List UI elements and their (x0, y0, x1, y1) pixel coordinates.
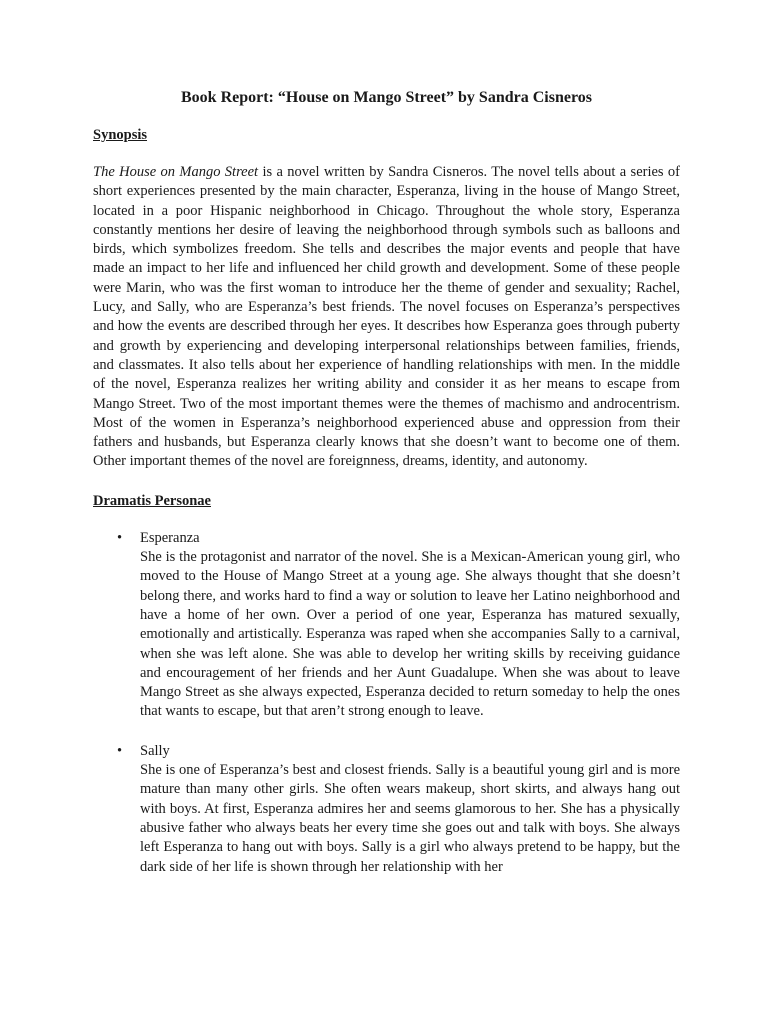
synopsis-text: is a novel written by Sandra Cisneros. The novel tells about a series of short experiences presented by the main character, Esperanza, living in the house of Mango Street, located in a poor Hispanic neighborhood in Chicago. Throughout the whole story, Esperanza constantly mentions her desire of leaving the neighborhood through symbols such as balloons and birds, which symbolizes freedom. She tells and describes the major events and people that have made an impact to her life and influenced her child growth and development. Some of these people were Marin, who was the first woman to introduce her the theme of gender and sexuality; Rachel, Lucy, and Sally, who are Esperanza’s best friends. The novel focuses on Esperanza’s perspectives and how the events are described through her eyes. It describes how Esperanza goes through puberty and growth by experiencing and developing interpersonal relationships between families, friends, and classmates. It also tells about her experience of handling relationships with men. In the middle of the novel, Esperanza realizes her writing ability and consider it as her means to escape from Mango Street. Two of the most important themes were the themes of machismo and androcentrism. Most of the women in Esperanza’s neighborhood experienced abuse and oppression from their fathers and husbands, but Esperanza clearly knows that she doesn’t want to become one of them. Other important themes of the novel are foreignness, dreams, identity, and autonomy. (93, 164, 680, 470)
character-description: She is one of Esperanza’s best and closest friends. Sally is a beautiful young girl and is more mature than many other girls. She often wears makeup, short skirts, and always hang out with boys. At first, Esperanza admires her and seems glamorous to her. She has a physically abusive father who always beats her every time she goes out and talk with boys. She always left Esperanza to hang out with boys. Sally is a girl who always pretend to be happy, but the dark side of her life is shown through her relationship with her (140, 762, 680, 875)
character-list (93, 529, 680, 877)
character-description: She is the protagonist and narrator of the novel. She is a Mexican-American young girl, who moved to the House of Mango Street at a young age. She always thought that she doesn’t belong there, and works hard to find a way or solution to leave her Latino neighborhood and have a home of her own. Over a period of one year, Esperanza has matured sexually, emotionally and artistically. Esperanza was raped when she accompanies Sally to a carnival, when she was left alone. She was able to develop her writing skills by receiving guidance and encouragement of her friends and her Aunt Guadalupe. When she was about to leave Mango Street as she always expected, Esperanza decided to return someday to help the ones that wants to escape, but that aren’t strong enough to leave. (140, 549, 680, 720)
synopsis-paragraph (93, 163, 680, 472)
character-name: Sally (140, 742, 170, 759)
book-title: The House on Mango Street (93, 164, 259, 180)
report-title: Book Report: “House on Mango Street” by Sandra Cisneros (181, 89, 592, 106)
character-name: Esperanza (140, 529, 200, 546)
list-item-sally (93, 742, 680, 877)
synopsis-heading: Synopsis (93, 127, 148, 143)
list-item-esperanza (93, 529, 680, 722)
bullet-icon: • (117, 529, 123, 546)
dramatis-personae-heading: Dramatis Personae (93, 492, 211, 509)
bullet-icon: • (117, 742, 123, 759)
